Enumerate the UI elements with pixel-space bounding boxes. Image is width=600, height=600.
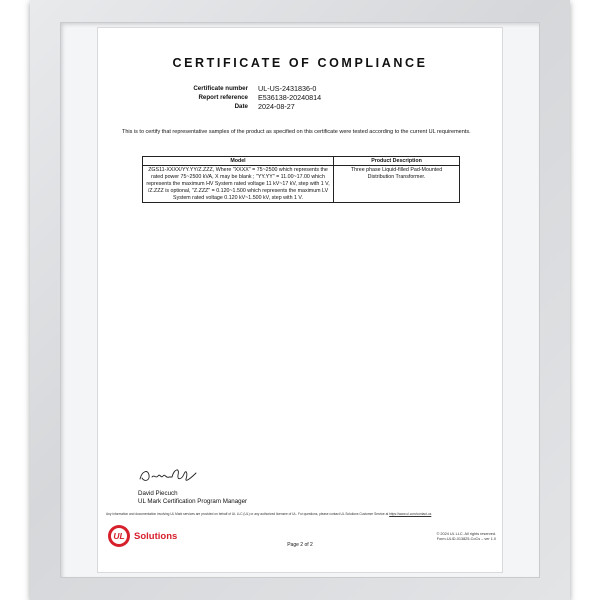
meta-value: E536138-20240814 <box>258 93 322 102</box>
copyright-line: © 2024 UL LLC. All rights reserved. <box>436 532 496 536</box>
signature-image <box>136 465 206 485</box>
description-cell: Three phase Liquid-filled Pad-Mounted Distribution Transformer. <box>334 166 460 203</box>
logo-text: Solutions <box>134 530 178 542</box>
signer-title: UL Mark Certification Program Manager <box>138 498 248 505</box>
meta-value: UL-US-2431836-0 <box>258 84 317 93</box>
table-row <box>143 166 460 203</box>
contact-link[interactable]: https://www.ul.com/contact-us <box>389 512 432 516</box>
page-number: Page 2 of 2 <box>287 542 313 548</box>
certificate-title: CERTIFICATE OF COMPLIANCE <box>172 56 428 70</box>
column-header-description: Product Description <box>334 157 460 166</box>
meta-label: Report reference <box>198 94 248 101</box>
meta-value: 2024-08-27 <box>258 102 295 111</box>
meta-row-date <box>98 102 502 111</box>
meta-row-certificate-number <box>98 84 502 93</box>
certification-statement: This is to certify that representative samples of the product as specified on this certificate were tested according to the current UL requirements. <box>122 129 471 135</box>
meta-row-report-reference <box>98 93 502 102</box>
ul-mark-letters: UL <box>111 528 127 544</box>
signer-name: David Piecuch <box>138 490 178 497</box>
meta-label: Certificate number <box>193 85 248 92</box>
disclaimer <box>106 512 494 517</box>
certificate-meta <box>98 84 502 111</box>
form-id-line: Form-ULID-013825-CoCs – ver 1.0 <box>436 537 496 541</box>
meta-label: Date <box>234 103 248 110</box>
table-header-row <box>143 157 460 166</box>
model-table <box>142 156 460 203</box>
model-cell: ZGS11-XXXX/YY.YY/Z.ZZZ, Where "XXXX" = 75~2500 which represents the rated power 75~2500 kVA, X may be blank ; "YY.YY" = 11.00~17.00 which represents the maximum HV System rated voltage 11 kV~17 kV, step with 1 V, /Z.ZZZ is optional, "Z.ZZZ" = 0.120~1.500 which represents the maximum LV System rated voltage 0.120 kV~1.500 kV, step with 1 V. <box>143 166 334 203</box>
disclaimer-text: Any information and documentation involving UL Mark services are provided on behalf of UL LLC (UL) or any authorized licensee of UL. For questions, please contact UL Solutions Customer Service at <box>106 512 389 516</box>
footer-copyright <box>398 532 496 542</box>
signer-block <box>138 490 247 506</box>
certificate-page <box>98 28 502 572</box>
column-header-model: Model <box>143 157 334 166</box>
